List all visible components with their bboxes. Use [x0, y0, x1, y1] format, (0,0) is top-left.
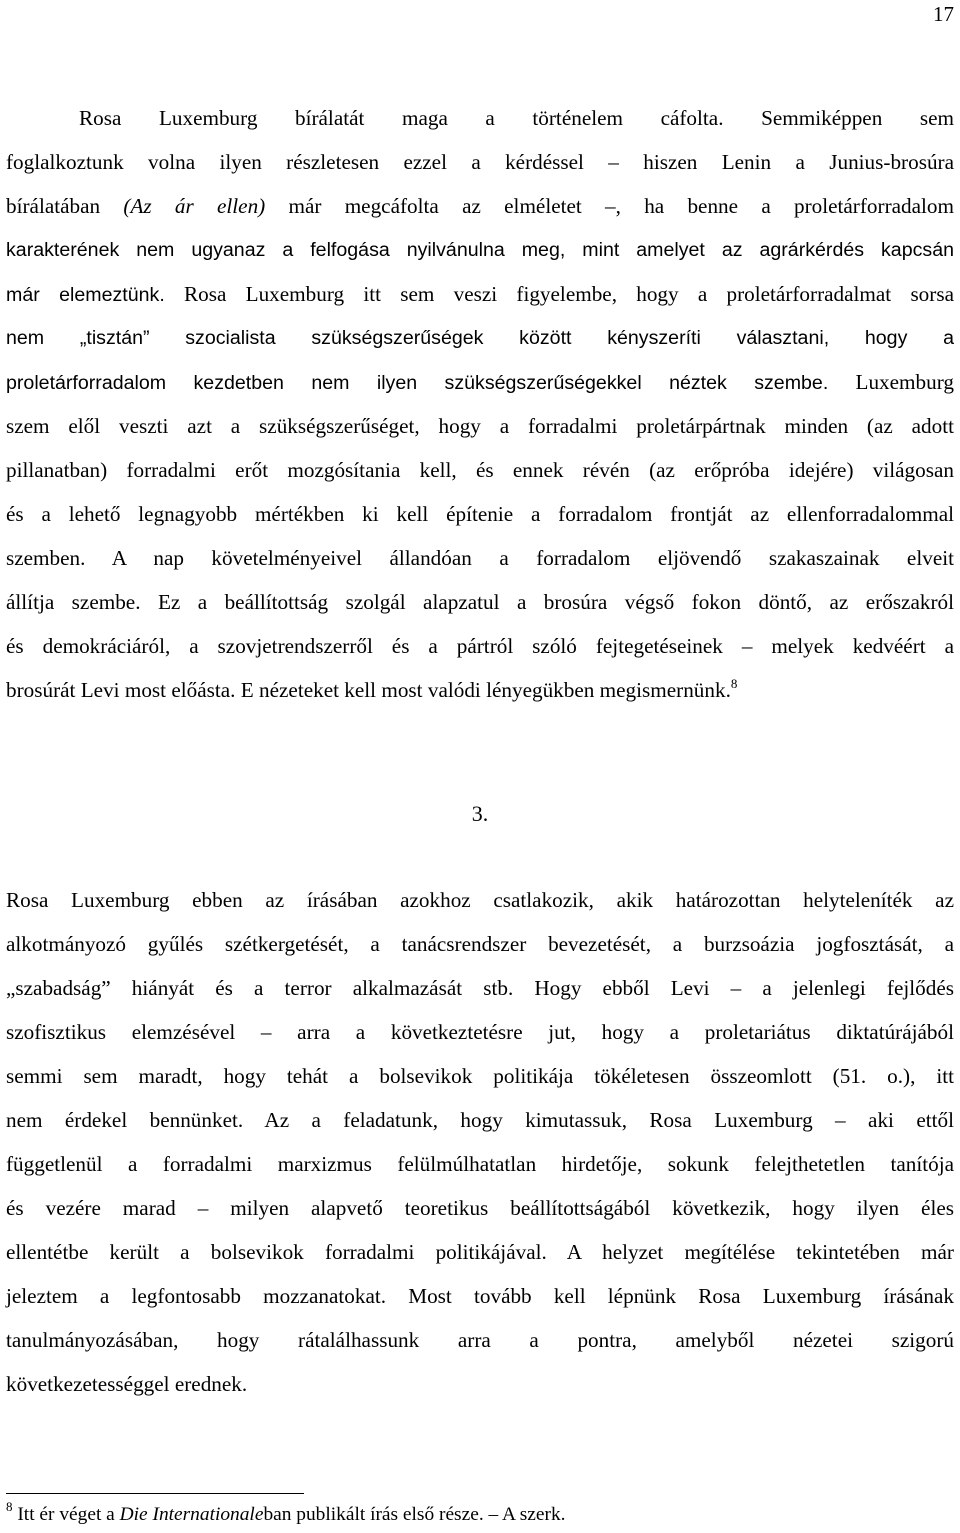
text-line — [6, 280, 954, 308]
italic-title: (Az ár ellen) — [123, 194, 266, 218]
text-line: „szabadság” hiányát és a terror alkalmazását stb. Hogy ebből Levi – a jelenlegi fejlődés — [6, 976, 954, 1000]
text-line: pillanatban) forradalmi erőt mozgósítania kell, és ennek révén (az erőpróba idejére) világosan — [6, 458, 954, 482]
text-line: tanulmányozásában, hogy rátalálhassunk arra a pontra, amelyből nézetei szigorú — [6, 1328, 954, 1352]
text-span: brosúrát Levi most előásta. E nézeteket kell most valódi lényegükben megismernünk. — [6, 678, 731, 702]
text-line: karakterének nem ugyanaz a felfogása nyilvánulna meg, mint amelyet az agrárkérdés kapcsán — [6, 239, 954, 261]
text-line — [6, 192, 954, 220]
text-span: proletárforradalom kezdetben nem ilyen szükségszerűségekkel néztek szembe. — [6, 372, 829, 394]
footnote-separator — [6, 1493, 304, 1494]
section-heading: 3. — [471, 801, 489, 826]
text-line: és vezére marad – milyen alapvető teoretikus beállítottságából következik, hogy ilyen éles — [6, 1196, 954, 1220]
text-line — [6, 676, 954, 704]
text-line: alkotmányozó gyűlés szétkergetését, a tanácsrendszer bevezetését, a burzsoázia jogfosztását, a — [6, 932, 954, 956]
text-span: Luxemburg — [828, 370, 954, 394]
text-span: bírálatában — [6, 194, 124, 218]
text-line: állítja szembe. Ez a beállítottság szolgál alapzatul a brosúra végső fokon döntő, az erőszakról — [6, 590, 954, 614]
text-line: következetességgel erednek. — [6, 1372, 248, 1396]
footnote-mark: 8 — [6, 1499, 13, 1514]
text-line: Rosa Luxemburg bírálatát maga a történelem cáfolta. Semmiképpen sem — [79, 106, 954, 130]
page-number: 17 — [933, 2, 954, 26]
text-line: szofisztikus elemzésével – arra a következtetésre jut, hogy a proletariátus diktatúrájából — [6, 1020, 954, 1044]
footnote-text: ban publikált írás első része. – A szerk. — [263, 1504, 566, 1525]
text-line: és demokráciáról, a szovjetrendszerről és a pártról szóló fejtegetéseinek – melyek kedvéért a — [6, 634, 954, 658]
text-line: foglalkoztunk volna ilyen részletesen ezzel a kérdéssel – hiszen Lenin a Junius-brosúra — [6, 150, 954, 174]
text-line: szem elől veszti azt a szükségszerűséget, hogy a forradalmi proletárpártnak minden (az adott — [6, 414, 954, 438]
text-line: Rosa Luxemburg ebben az írásában azokhoz csatlakozik, akik határozottan helyteleníték az — [6, 888, 954, 912]
text-span: már elemeztünk. — [6, 284, 165, 306]
text-line — [6, 368, 954, 396]
text-line: ellentétbe került a bolsevikok forradalmi politikájával. A helyzet megítélése tekintetében már — [6, 1240, 954, 1264]
text-span: Rosa Luxemburg itt sem veszi figyelembe, hogy a proletárforradalmat sorsa — [164, 282, 954, 306]
footnote-text: Itt ér véget a — [12, 1504, 120, 1525]
footnote-reference: 8 — [730, 676, 738, 691]
text-line: nem „tisztán” szocialista szükségszerűségek között kényszeríti választani, hogy a — [6, 327, 954, 349]
footnote-italic: Die Internationale — [119, 1504, 264, 1525]
text-line: és a lehető legnagyobb mértékben ki kell építenie a forradalom frontját az ellenforradalommal — [6, 502, 954, 526]
text-line: nem érdekel bennünket. Az a feladatunk, hogy kimutassuk, Rosa Luxemburg – aki ettől — [6, 1108, 954, 1132]
text-line: semmi sem maradt, hogy tehát a bolsevikok politikája tökéletesen összeomlott (51. o.), itt — [6, 1064, 954, 1088]
text-line: függetlenül a forradalmi marxizmus felülmúlhatatlan hirdetője, sokunk felejthetetlen tanítója — [6, 1152, 954, 1176]
text-line: jeleztem a legfontosabb mozzanatokat. Most tovább kell lépnünk Rosa Luxemburg írásának — [6, 1284, 954, 1308]
text-span: már megcáfolta az elméletet –, ha benne a proletárforradalom — [265, 194, 954, 218]
footnote — [6, 1499, 566, 1528]
text-line: szemben. A nap követelményeivel állandóan a forradalom eljövendő szakaszainak elveit — [6, 546, 954, 570]
